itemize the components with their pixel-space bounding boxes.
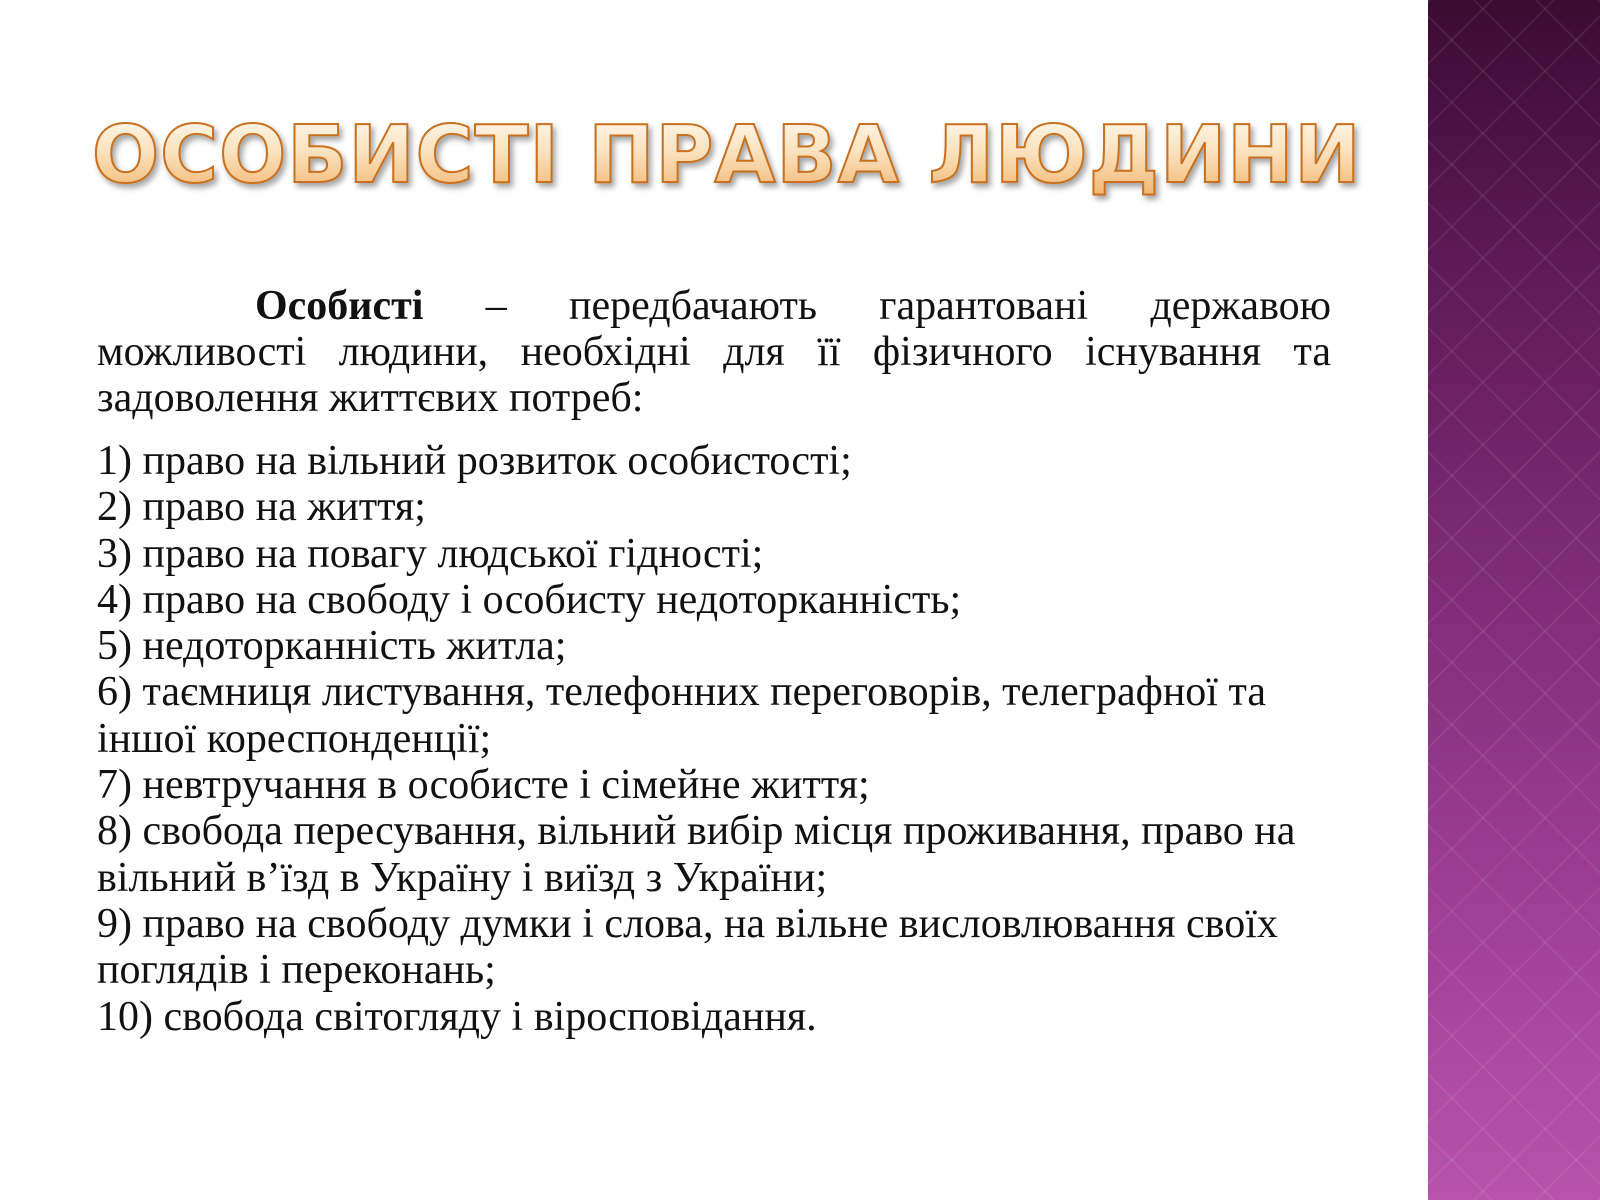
- rights-item-1: 1) право на вільний розвиток особистості;: [97, 438, 852, 484]
- rights-item-4: 4) право на свободу і особисту недоторканність;: [97, 576, 962, 623]
- rights-item-2: 2) право на життя;: [97, 484, 426, 531]
- intro-term: Особисті: [255, 283, 424, 329]
- intro-paragraph: [97, 283, 1331, 421]
- rights-item-10: 10) свобода світогляду і віросповідання.: [97, 993, 817, 1040]
- rights-item-5: 5) недоторканність житла;: [97, 623, 567, 670]
- rights-item-9: 9) право на свободу думки і слова, на вільне висловлювання своїх поглядів і переконань;: [97, 900, 1278, 994]
- rights-item-6: 6) таємниця листування, телефонних переговорів, телеграфної та іншої кореспонденції;: [97, 669, 1266, 762]
- slide-body: [97, 283, 1331, 1040]
- rights-item-7: 7) невтручання в особисте і сімейне життя;: [97, 762, 870, 809]
- rights-item-3: 3) право на повагу людської гідності;: [97, 530, 764, 577]
- rights-list: [97, 438, 1331, 1040]
- slide-title: ОСОБИСТІ ПРАВА ЛЮДИНИ: [92, 112, 1412, 199]
- rights-item-8: 8) свобода пересування, вільний вибір місця проживання, право на вільний в’їзд в Україну і виїзд з України;: [97, 808, 1296, 901]
- intro-text: – передбачають гарантовані державою можливості людини, необхідні для її фізичного існування та задоволення життєвих потреб:: [97, 283, 1331, 421]
- decorative-side-bar: [1428, 0, 1600, 1200]
